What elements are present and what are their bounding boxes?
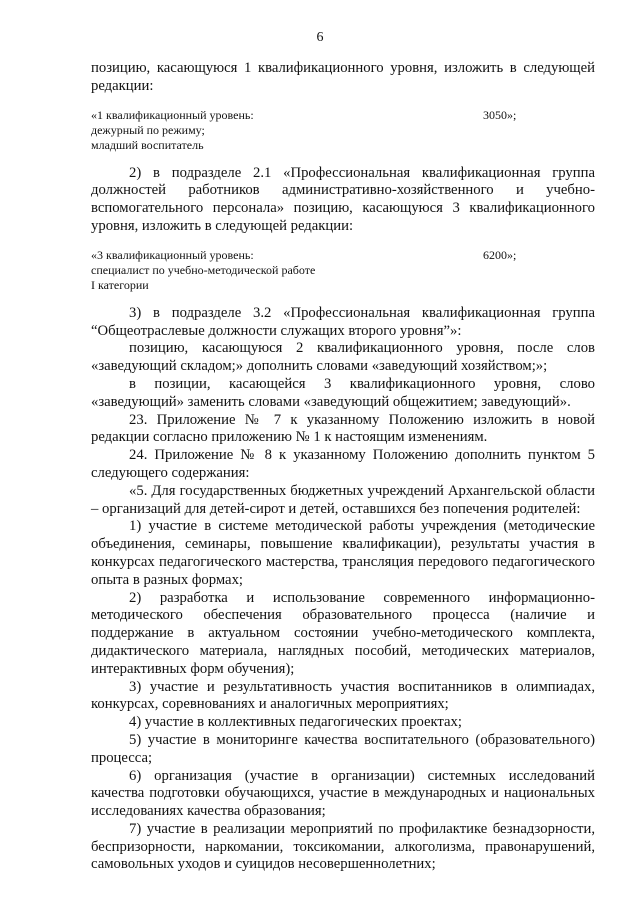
- paragraph: 4) участие в коллективных педагогических проектах;: [129, 714, 462, 731]
- qualification-table-1: [91, 108, 595, 153]
- table1-value: 3050»;: [483, 107, 517, 122]
- table2-value: 6200»;: [483, 247, 517, 262]
- paragraph: 3) в подразделе 3.2 «Профессиональная квалификационная группа “Общеотраслевые должности служащих второго уровня”»:: [91, 304, 595, 339]
- page-number: 6: [316, 30, 324, 45]
- table2-line-2: специалист по учебно-методической работе: [91, 262, 316, 277]
- table1-line-2: дежурный по режиму;: [91, 122, 205, 137]
- paragraph: в позиции, касающейся 3 квалификационного уровня, слово «заведующий» заменить словами «заведующий общежитием; заведующий».: [91, 375, 595, 410]
- table1-line-3: младший воспитатель: [91, 137, 204, 152]
- paragraph: 1) участие в системе методической работы учреждения (методические объединения, семинары, повышение квалификации), результаты участия в конкурсах педагогического мастерства, трансляция передового педагогического опыта в разных формах;: [91, 518, 595, 588]
- document-body: [91, 60, 595, 874]
- paragraph: позицию, касающуюся 2 квалификационного уровня, после слов «заведующий складом;» дополнить словами «заведующий хозяйством;»;: [91, 340, 595, 375]
- paragraph-item-2: 2) в подразделе 2.1 «Профессиональная квалификационная группа должностей работников административно-хозяйственного и учебно-вспомогательного персонала» позицию, касающуюся 3 квалификационного уровня, изложить в следующей редакции:: [91, 164, 595, 234]
- paragraph: 2) разработка и использование современного информационно-методического обеспечения образовательного процесса (наличие и поддержание в актуальном состоянии учебно-методического комплекта, дидактического материала, наглядных пособий, методических материалов, интерактивных форм обучения);: [91, 589, 595, 677]
- qualification-table-2: [91, 248, 595, 293]
- paragraph: 6) организация (участие в организации) системных исследований качества подготовки обучающихся, участие в международных и национальных исследованиях качества образования;: [91, 767, 595, 820]
- paragraph-continuation: позицию, касающуюся 1 квалификационного уровня, изложить в следующей редакции:: [91, 60, 595, 94]
- table1-line-1: «1 квалификационный уровень:: [91, 107, 254, 122]
- table2-line-1: «3 квалификационный уровень:: [91, 247, 254, 262]
- paragraph: «5. Для государственных бюджетных учреждений Архангельской области – организаций для детей-сирот и детей, оставшихся без попечения родителей:: [91, 482, 595, 517]
- paragraph: 24. Приложение № 8 к указанному Положению дополнить пунктом 5 следующего содержания:: [91, 447, 595, 481]
- paragraph: 3) участие и результативность участия воспитанников в олимпиадах, конкурсах, соревнованиях и аналогичных мероприятиях;: [91, 678, 595, 713]
- paragraph: 23. Приложение № 7 к указанному Положению изложить в новой редакции согласно приложению № 1 к настоящим изменениям.: [91, 411, 595, 446]
- paragraph: 7) участие в реализации мероприятий по профилактике безнадзорности, беспризорности, наркомании, токсикомании, алкоголизма, правонарушений, самовольных уходов и суицидов несовершеннолетних;: [91, 820, 595, 873]
- paragraph: 5) участие в мониторинге качества воспитательного (образовательного) процесса;: [91, 731, 595, 766]
- table2-line-3: I категории: [91, 277, 149, 292]
